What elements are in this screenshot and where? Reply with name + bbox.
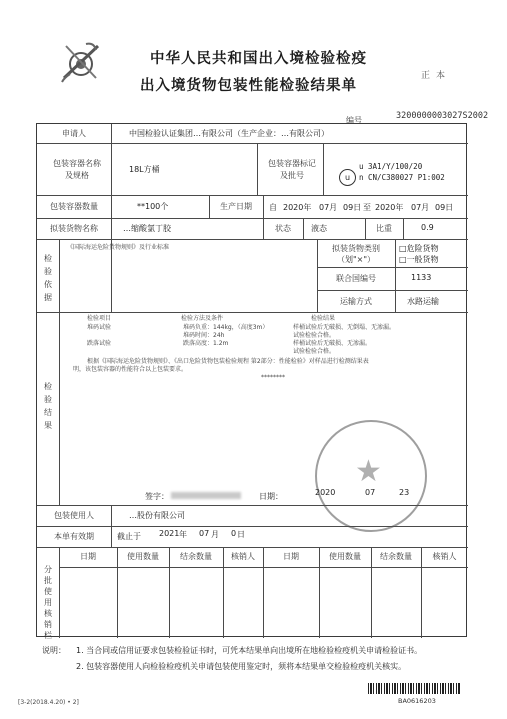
result-row-1-result: 样桶试验后无破损、无倒塌、无渗漏。 [293,324,396,331]
un-number-value: 1133 [411,273,432,282]
container-mark-line2: n CN/C380027 P1:002 [359,173,445,182]
result-date-label: 日期： [259,492,283,501]
basis-text: 《国际海运危险货物规则》及行业标准 [67,244,170,251]
serial-number-value: 3200000003027S2002 [396,111,489,121]
result-row-2-method: 堆码时间：24h [183,332,225,339]
batch-header-date-2: 日期 [283,552,299,561]
container-name-label: 包装容器名称及规格 [53,159,101,180]
state-label: 状态 [275,224,291,233]
validity-day: 0 [231,529,237,538]
official-seal [315,420,427,532]
result-row-3-item: 跌落试验 [87,340,112,347]
batch-header-verifier-2: 核销人 [432,552,457,561]
original-copy-mark: 正本 [421,71,452,81]
to-year: 2020年 [375,203,404,212]
goods-name-value: …缩酸氯丁胶 [123,224,171,233]
packaging-user-value: …股份有限公司 [129,511,185,520]
packaging-user-label: 包装使用人 [54,511,94,520]
result-col-item: 检验项目 [87,315,112,322]
from-year: 2020年 [283,203,312,212]
barcode-id: BA0616203 [398,697,436,705]
note-2: 2. 包装容器使用人向检验检疫机关申请包装使用鉴定时，须将本结果单交检验检疫机关核实。 [76,662,407,671]
signature-label: 签字： [145,492,169,501]
goods-class-option-dangerous: □危险货物 [399,244,439,253]
conclusion-stars: ******** [261,374,285,381]
from-label: 自 [269,203,277,212]
form-code: [3-2(2018.4.20) • 2] [18,699,79,706]
result-row-1-item: 堆码试验 [87,324,112,331]
container-mark-label: 包装容器标记及批号 [268,159,316,180]
batch-header-verifier-1: 核销人 [231,552,255,561]
applicant-label: 申请人 [62,129,86,138]
validity-prefix: 截止于 [117,532,141,541]
quantity-label: 包装容器数量 [50,202,98,211]
result-row-1-method: 堆码负重：144kg，（高度3m） [183,324,269,331]
result-row-2-result: 试验检验合格。 [293,332,336,339]
seal-star-icon: ★ [355,454,382,489]
conclusion-line2: 明，该包装容器的性能符合以上包装要求。 [73,366,188,373]
transport-value: 水路运输 [407,297,439,306]
batch-header-qty-2: 使用数量 [329,552,361,561]
batch-header-balance-1: 结余数量 [180,552,212,561]
goods-name-label: 拟装货物名称 [50,224,98,233]
barcode [368,683,460,694]
ciq-emblem-icon [56,38,106,84]
batch-header-date-1: 日期 [80,552,96,561]
form-table [36,123,467,640]
result-col-method: 检验方法及条件 [181,315,224,322]
result-row-3-result: 样桶试验后无破损、无渗漏。 [293,340,372,347]
goods-class-option-general: □一般货物 [399,255,439,264]
container-name-value: 18L方桶 [129,165,160,174]
to-label: 至 [363,203,371,212]
batch-header-qty-1: 使用数量 [127,552,159,561]
result-date-year: 2020 [315,488,336,497]
from-month: 07月 [319,203,338,212]
un-packaging-symbol-icon: u [339,169,356,186]
validity-label: 本单有效期 [54,532,94,541]
to-day: 09日 [435,203,454,212]
serial-number-label: 编号 [346,116,362,125]
from-day: 09日 [343,203,362,212]
validity-month-unit: 月 [211,530,219,539]
applicant-value: 中国检验认证集团…有限公司（生产企业：…有限公司） [129,129,329,138]
quantity-value: **100个 [137,202,169,211]
state-value: 液态 [311,224,327,233]
goods-class-label: 拟装货物类别（划"×"） [332,244,380,264]
production-date-label: 生产日期 [220,202,252,211]
note-1: 1. 当合同或信用证要求包装检验证书时，可凭本结果单向出境所在地检验检疫机关申请检验证书。 [76,646,423,655]
container-mark-line1: u 3A1/Y/100/20 [359,162,423,171]
transport-label: 运输方式 [340,297,372,306]
result-row-4-result: 试验检验合格。 [293,348,336,355]
batch-label: 分批使用核销栏 [44,565,52,640]
result-date-month: 07 [365,488,376,497]
basis-label: 检验依据 [44,254,52,302]
batch-header-balance-2: 结余数量 [380,552,412,561]
result-date-day: 23 [399,488,410,497]
document-title-line1: 中华人民共和国出入境检验检疫 [150,51,367,67]
notes-label: 说明： [42,646,66,655]
un-number-label: 联合国编号 [336,274,376,283]
conclusion-line1: 根据《国际海运危险货物规则》、《出口危险货物包装检验规程 第2部分：性能检验》对样品进行检测结果表 [87,358,369,365]
result-label: 检验结果 [44,382,52,430]
validity-year: 2021 [159,529,180,538]
result-col-result: 检验结果 [311,315,336,322]
validity-month: 07 [199,529,210,538]
density-value: 0.9 [421,223,434,232]
validity-year-unit: 年 [179,530,187,539]
signature-redacted [171,492,241,499]
density-label: 比重 [376,224,392,233]
validity-day-unit: 日 [237,530,245,539]
document-title-line2: 出入境货物包装性能检验结果单 [140,78,357,94]
to-month: 07月 [411,203,430,212]
result-row-3-method: 跌落高度：1.2m [183,340,229,347]
